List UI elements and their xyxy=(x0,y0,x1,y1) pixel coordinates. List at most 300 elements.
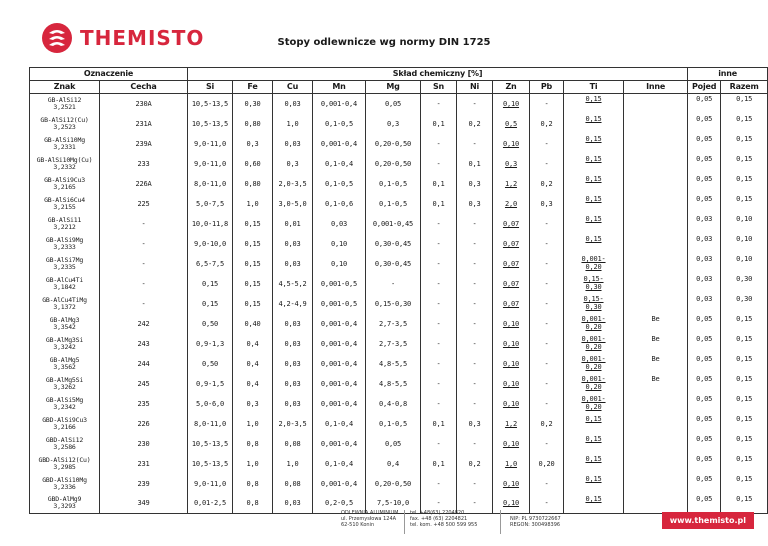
cell-razem: 0,15 xyxy=(721,94,768,114)
table-row xyxy=(30,294,768,314)
cell-ti: 0,15 xyxy=(564,494,624,514)
cell-inne xyxy=(624,254,688,274)
cell-ti: 0,15 xyxy=(564,174,624,194)
cell-zn: 0,10 xyxy=(493,394,530,414)
cell-sn: - xyxy=(421,334,457,354)
cell-zn: 1,2 xyxy=(493,174,530,194)
cell-zn: 0,07 xyxy=(493,254,530,274)
website-link[interactable]: www.themisto.pl xyxy=(662,512,754,529)
header-ni: Ni xyxy=(457,81,493,94)
table-body xyxy=(30,94,768,514)
cell-inne xyxy=(624,474,688,494)
cell-cu: 0,08 xyxy=(273,434,313,454)
cell-zn: 0,10 xyxy=(493,94,530,114)
cell-mn: 0,001-0,4 xyxy=(313,394,366,414)
cell-znak: GBD-AlSi12(Cu) 3,2985 xyxy=(30,454,100,474)
cell-razem: 0,15 xyxy=(721,434,768,454)
cell-znak: GB-AlSi12(Cu) 3,2523 xyxy=(30,114,100,134)
cell-razem: 0,30 xyxy=(721,274,768,294)
cell-mn: 0,1-0,5 xyxy=(313,174,366,194)
cell-cecha: 225 xyxy=(100,194,188,214)
cell-pb: 0,2 xyxy=(530,114,564,134)
cell-cu: 0,03 xyxy=(273,374,313,394)
footer-company: ODLEWNIA ALUMINIUM ul. Przemysłowa 124A 62-510 Konin xyxy=(341,510,399,528)
cell-ni: - xyxy=(457,474,493,494)
cell-cecha: 230 xyxy=(100,434,188,454)
cell-zn: 0,10 xyxy=(493,334,530,354)
cell-pojed: 0,03 xyxy=(688,254,721,274)
footer-ids: NIP: PL 9730722667 REGON: 300498396 xyxy=(510,516,561,528)
cell-inne xyxy=(624,134,688,154)
cell-inne xyxy=(624,214,688,234)
cell-fe: 0,15 xyxy=(233,274,273,294)
table-row xyxy=(30,374,768,394)
cell-ni: - xyxy=(457,214,493,234)
cell-razem: 0,15 xyxy=(721,354,768,374)
table-row xyxy=(30,254,768,274)
cell-pb: - xyxy=(530,234,564,254)
cell-pb: 0,3 xyxy=(530,194,564,214)
cell-sn: - xyxy=(421,314,457,334)
cell-cecha: 226 xyxy=(100,414,188,434)
cell-fe: 0,60 xyxy=(233,154,273,174)
cell-inne xyxy=(624,234,688,254)
cell-ni: - xyxy=(457,394,493,414)
cell-ni: - xyxy=(457,334,493,354)
cell-cu: 2,0-3,5 xyxy=(273,414,313,434)
cell-pb: - xyxy=(530,434,564,454)
cell-mn: 0,1-0,4 xyxy=(313,414,366,434)
cell-cu: 1,0 xyxy=(273,114,313,134)
cell-cu: 0,03 xyxy=(273,314,313,334)
cell-zn: 0,5 xyxy=(493,114,530,134)
cell-sn: - xyxy=(421,374,457,394)
cell-mg: 0,15-0,30 xyxy=(366,294,421,314)
cell-fe: 0,4 xyxy=(233,354,273,374)
table-row xyxy=(30,334,768,354)
cell-cu: 0,03 xyxy=(273,354,313,374)
header-cecha: Cecha xyxy=(100,81,188,94)
cell-ti: 0,001- 0,20 xyxy=(564,334,624,354)
cell-inne xyxy=(624,174,688,194)
cell-pb: - xyxy=(530,494,564,514)
cell-pojed: 0,03 xyxy=(688,234,721,254)
cell-ti: 0,15 xyxy=(564,454,624,474)
cell-inne xyxy=(624,454,688,474)
cell-znak: GB-AlSi10Mg(Cu) 3,2332 xyxy=(30,154,100,174)
cell-mg: 4,8-5,5 xyxy=(366,374,421,394)
cell-ti: 0,15 xyxy=(564,214,624,234)
cell-pb: - xyxy=(530,154,564,174)
cell-inne xyxy=(624,274,688,294)
cell-si: 8,0-11,0 xyxy=(188,174,233,194)
cell-razem: 0,15 xyxy=(721,414,768,434)
cell-inne: Be xyxy=(624,374,688,394)
cell-pojed: 0,05 xyxy=(688,434,721,454)
cell-sn: 0,1 xyxy=(421,454,457,474)
cell-mn: 0,1-0,4 xyxy=(313,154,366,174)
cell-ni: - xyxy=(457,294,493,314)
cell-cecha: 235 xyxy=(100,394,188,414)
cell-ti: 0,15 xyxy=(564,194,624,214)
cell-pojed: 0,03 xyxy=(688,274,721,294)
footer-divider xyxy=(500,510,501,534)
cell-sn: 0,1 xyxy=(421,114,457,134)
cell-mg: 0,30-0,45 xyxy=(366,254,421,274)
table-row xyxy=(30,194,768,214)
cell-mg: 0,20-0,50 xyxy=(366,134,421,154)
cell-si: 9,0-11,0 xyxy=(188,154,233,174)
footer-contact: tel. +48(63) 2204820 fax. +48 (63) 2204821 tel. kom. +48 500 599 955 xyxy=(410,510,478,528)
cell-zn: 0,07 xyxy=(493,294,530,314)
cell-mn: 0,001-0,4 xyxy=(313,134,366,154)
cell-sn: - xyxy=(421,134,457,154)
cell-znak: GB-AlMg3 3,3542 xyxy=(30,314,100,334)
cell-pb: - xyxy=(530,394,564,414)
cell-ti: 0,15 xyxy=(564,134,624,154)
cell-mg: 0,05 xyxy=(366,94,421,114)
cell-fe: 0,15 xyxy=(233,294,273,314)
header-sklad: Skład chemiczny [%] xyxy=(188,68,688,81)
cell-cu: 4,5-5,2 xyxy=(273,274,313,294)
cell-mn: 0,1-0,4 xyxy=(313,454,366,474)
cell-si: 10,5-13,5 xyxy=(188,454,233,474)
document-title: Stopy odlewnicze wg normy DIN 1725 xyxy=(277,37,491,48)
cell-pojed: 0,03 xyxy=(688,294,721,314)
cell-znak: GBD-AlSi12 3,2586 xyxy=(30,434,100,454)
cell-cecha: - xyxy=(100,274,188,294)
cell-sn: - xyxy=(421,474,457,494)
cell-si: 10,0-11,8 xyxy=(188,214,233,234)
table-row xyxy=(30,134,768,154)
cell-cu: 0,03 xyxy=(273,134,313,154)
cell-cu: 0,03 xyxy=(273,234,313,254)
cell-ti: 0,15- 0,30 xyxy=(564,274,624,294)
cell-znak: GBD-AlSi10Mg 3,2336 xyxy=(30,474,100,494)
header-pojed: Pojed xyxy=(688,81,721,94)
cell-cu: 0,03 xyxy=(273,394,313,414)
cell-zn: 0,3 xyxy=(493,154,530,174)
cell-si: 0,15 xyxy=(188,274,233,294)
cell-razem: 0,15 xyxy=(721,114,768,134)
header-pb: Pb xyxy=(530,81,564,94)
cell-mg: 0,4-0,8 xyxy=(366,394,421,414)
cell-inne xyxy=(624,294,688,314)
cell-ni: 0,3 xyxy=(457,174,493,194)
footer-divider xyxy=(404,510,405,534)
cell-fe: 0,40 xyxy=(233,314,273,334)
cell-pb: - xyxy=(530,214,564,234)
cell-razem: 0,10 xyxy=(721,234,768,254)
cell-inne xyxy=(624,94,688,114)
cell-cu: 0,01 xyxy=(273,214,313,234)
cell-mg: 4,8-5,5 xyxy=(366,354,421,374)
cell-pojed: 0,05 xyxy=(688,334,721,354)
cell-sn: 0,1 xyxy=(421,174,457,194)
cell-ti: 0,001- 0,20 xyxy=(564,314,624,334)
table-row xyxy=(30,234,768,254)
cell-pojed: 0,05 xyxy=(688,454,721,474)
cell-si: 10,5-13,5 xyxy=(188,434,233,454)
cell-inne xyxy=(624,194,688,214)
cell-cu: 4,2-4,9 xyxy=(273,294,313,314)
cell-razem: 0,15 xyxy=(721,474,768,494)
cell-pb: - xyxy=(530,294,564,314)
cell-fe: 0,15 xyxy=(233,214,273,234)
cell-cu: 0,3 xyxy=(273,154,313,174)
cell-zn: 1,2 xyxy=(493,414,530,434)
cell-ti: 0,001- 0,20 xyxy=(564,354,624,374)
cell-mg: 0,1-0,5 xyxy=(366,414,421,434)
table-row xyxy=(30,214,768,234)
table-row xyxy=(30,114,768,134)
table-row xyxy=(30,274,768,294)
cell-fe: 0,3 xyxy=(233,394,273,414)
cell-mn: 0,03 xyxy=(313,214,366,234)
cell-ni: 0,2 xyxy=(457,454,493,474)
cell-inne xyxy=(624,114,688,134)
cell-pojed: 0,03 xyxy=(688,214,721,234)
cell-si: 0,15 xyxy=(188,294,233,314)
cell-mn: 0,001-0,5 xyxy=(313,294,366,314)
cell-cecha: - xyxy=(100,234,188,254)
cell-pojed: 0,05 xyxy=(688,354,721,374)
cell-si: 10,5-13,5 xyxy=(188,94,233,114)
cell-mn: 0,001-0,4 xyxy=(313,354,366,374)
header-si: Si xyxy=(188,81,233,94)
header-oznaczenie: Oznaczenie xyxy=(30,68,188,81)
cell-ti: 0,15 xyxy=(564,234,624,254)
cell-cu: 3,0-5,0 xyxy=(273,194,313,214)
table-row xyxy=(30,94,768,114)
cell-fe: 0,80 xyxy=(233,114,273,134)
cell-fe: 0,8 xyxy=(233,494,273,514)
cell-sn: - xyxy=(421,294,457,314)
cell-inne xyxy=(624,394,688,414)
cell-znak: GB-AlCu4Ti 3,1842 xyxy=(30,274,100,294)
cell-si: 9,0-11,0 xyxy=(188,134,233,154)
cell-mg: 0,30-0,45 xyxy=(366,234,421,254)
cell-razem: 0,15 xyxy=(721,374,768,394)
cell-inne xyxy=(624,434,688,454)
cell-pb: - xyxy=(530,374,564,394)
cell-mg: 2,7-3,5 xyxy=(366,314,421,334)
cell-mg: 0,05 xyxy=(366,434,421,454)
cell-znak: GBD-AlSi9Cu3 3,2166 xyxy=(30,414,100,434)
alloy-composition-table xyxy=(29,67,768,514)
cell-cecha: - xyxy=(100,214,188,234)
cell-sn: - xyxy=(421,94,457,114)
cell-zn: 0,10 xyxy=(493,354,530,374)
cell-si: 9,0-10,0 xyxy=(188,234,233,254)
cell-ti: 0,15 xyxy=(564,434,624,454)
cell-sn: 0,1 xyxy=(421,194,457,214)
cell-mg: 0,001-0,45 xyxy=(366,214,421,234)
cell-mg: 2,7-3,5 xyxy=(366,334,421,354)
cell-si: 0,50 xyxy=(188,354,233,374)
cell-razem: 0,15 xyxy=(721,194,768,214)
cell-cecha: 233 xyxy=(100,154,188,174)
cell-pb: - xyxy=(530,334,564,354)
cell-ti: 0,15- 0,30 xyxy=(564,294,624,314)
cell-si: 9,0-11,0 xyxy=(188,474,233,494)
cell-ti: 0,15 xyxy=(564,94,624,114)
cell-znak: GB-AlSi6Cu4 3,2155 xyxy=(30,194,100,214)
cell-fe: 0,4 xyxy=(233,374,273,394)
cell-ni: - xyxy=(457,434,493,454)
cell-zn: 0,10 xyxy=(493,314,530,334)
cell-mg: - xyxy=(366,274,421,294)
cell-razem: 0,15 xyxy=(721,334,768,354)
cell-si: 5,0-7,5 xyxy=(188,194,233,214)
cell-ti: 0,15 xyxy=(564,114,624,134)
cell-fe: 1,0 xyxy=(233,194,273,214)
cell-pojed: 0,05 xyxy=(688,494,721,514)
cell-pb: - xyxy=(530,134,564,154)
cell-ni: - xyxy=(457,254,493,274)
cell-pb: 0,2 xyxy=(530,174,564,194)
cell-cecha: 226A xyxy=(100,174,188,194)
cell-cecha: 349 xyxy=(100,494,188,514)
cell-cu: 0,08 xyxy=(273,474,313,494)
cell-mg: 7,5-10,0 xyxy=(366,494,421,514)
table-row xyxy=(30,414,768,434)
header-sn: Sn xyxy=(421,81,457,94)
cell-mn: 0,10 xyxy=(313,254,366,274)
cell-sn: - xyxy=(421,234,457,254)
header-inne-group: inne xyxy=(688,68,768,81)
footer xyxy=(0,508,768,546)
cell-pb: 0,2 xyxy=(530,414,564,434)
cell-cecha: 245 xyxy=(100,374,188,394)
cell-si: 10,5-13,5 xyxy=(188,114,233,134)
cell-si: 5,0-6,0 xyxy=(188,394,233,414)
cell-sn: 0,1 xyxy=(421,414,457,434)
cell-cecha: - xyxy=(100,294,188,314)
cell-cu: 0,03 xyxy=(273,494,313,514)
cell-zn: 1,0 xyxy=(493,454,530,474)
cell-ni: - xyxy=(457,134,493,154)
cell-zn: 0,10 xyxy=(493,134,530,154)
cell-mn: 0,001-0,4 xyxy=(313,434,366,454)
cell-ti: 0,15 xyxy=(564,154,624,174)
cell-mg: 0,3 xyxy=(366,114,421,134)
cell-mg: 0,1-0,5 xyxy=(366,194,421,214)
cell-sn: - xyxy=(421,394,457,414)
cell-znak: GB-AlCu4TiMg 3,1372 xyxy=(30,294,100,314)
cell-znak: GB-AlSi5Mg 3,2342 xyxy=(30,394,100,414)
cell-mn: 0,001-0,4 xyxy=(313,94,366,114)
cell-mn: 0,2-0,5 xyxy=(313,494,366,514)
cell-zn: 0,10 xyxy=(493,494,530,514)
cell-fe: 0,30 xyxy=(233,94,273,114)
cell-pb: - xyxy=(530,314,564,334)
cell-znak: GB-AlMg5 3,3562 xyxy=(30,354,100,374)
cell-si: 6,5-7,5 xyxy=(188,254,233,274)
cell-mg: 0,1-0,5 xyxy=(366,174,421,194)
cell-znak: GB-AlSi9Cu3 3,2165 xyxy=(30,174,100,194)
cell-si: 0,50 xyxy=(188,314,233,334)
header-ti: Ti xyxy=(564,81,624,94)
cell-razem: 0,15 xyxy=(721,314,768,334)
cell-fe: 0,15 xyxy=(233,234,273,254)
cell-sn: - xyxy=(421,354,457,374)
cell-razem: 0,15 xyxy=(721,154,768,174)
cell-mg: 0,20-0,50 xyxy=(366,474,421,494)
cell-ni: - xyxy=(457,274,493,294)
cell-zn: 2,0 xyxy=(493,194,530,214)
cell-pojed: 0,05 xyxy=(688,134,721,154)
cell-pb: - xyxy=(530,474,564,494)
cell-zn: 0,10 xyxy=(493,374,530,394)
cell-pojed: 0,05 xyxy=(688,374,721,394)
cell-zn: 0,07 xyxy=(493,214,530,234)
cell-razem: 0,10 xyxy=(721,214,768,234)
cell-cu: 0,03 xyxy=(273,94,313,114)
cell-fe: 0,8 xyxy=(233,474,273,494)
header-inne: Inne xyxy=(624,81,688,94)
cell-cecha: 243 xyxy=(100,334,188,354)
cell-ni: 0,3 xyxy=(457,414,493,434)
cell-sn: - xyxy=(421,434,457,454)
table-row xyxy=(30,474,768,494)
cell-ni: - xyxy=(457,234,493,254)
table-row xyxy=(30,454,768,474)
cell-pb: - xyxy=(530,354,564,374)
cell-ni: 0,1 xyxy=(457,154,493,174)
cell-cu: 1,0 xyxy=(273,454,313,474)
cell-sn: - xyxy=(421,214,457,234)
cell-ni: - xyxy=(457,374,493,394)
cell-mn: 0,10 xyxy=(313,234,366,254)
cell-razem: 0,15 xyxy=(721,134,768,154)
cell-sn: - xyxy=(421,274,457,294)
cell-inne xyxy=(624,414,688,434)
header-fe: Fe xyxy=(233,81,273,94)
cell-ni: - xyxy=(457,94,493,114)
cell-pojed: 0,05 xyxy=(688,114,721,134)
cell-pojed: 0,05 xyxy=(688,474,721,494)
cell-fe: 0,8 xyxy=(233,434,273,454)
header-zn: Zn xyxy=(493,81,530,94)
cell-cu: 2,0-3,5 xyxy=(273,174,313,194)
cell-zn: 0,10 xyxy=(493,434,530,454)
cell-inne: Be xyxy=(624,334,688,354)
cell-cecha: 244 xyxy=(100,354,188,374)
cell-ni: 0,2 xyxy=(457,114,493,134)
cell-znak: GB-AlSi7Mg 3,2335 xyxy=(30,254,100,274)
cell-ni: - xyxy=(457,354,493,374)
cell-sn: - xyxy=(421,154,457,174)
cell-pojed: 0,05 xyxy=(688,94,721,114)
table-row xyxy=(30,434,768,454)
cell-znak: GB-AlMg5Si 3,3262 xyxy=(30,374,100,394)
cell-cecha: 230A xyxy=(100,94,188,114)
cell-mg: 0,4 xyxy=(366,454,421,474)
cell-fe: 1,0 xyxy=(233,414,273,434)
table-row xyxy=(30,174,768,194)
cell-ni: - xyxy=(457,494,493,514)
header-znak: Znak xyxy=(30,81,100,94)
cell-fe: 0,4 xyxy=(233,334,273,354)
header-razem: Razem xyxy=(721,81,768,94)
cell-sn: - xyxy=(421,254,457,274)
cell-znak: GB-AlMg3Si 3,3242 xyxy=(30,334,100,354)
header-cu: Cu xyxy=(273,81,313,94)
cell-zn: 0,07 xyxy=(493,234,530,254)
cell-pojed: 0,05 xyxy=(688,154,721,174)
cell-ti: 0,001- 0,20 xyxy=(564,374,624,394)
